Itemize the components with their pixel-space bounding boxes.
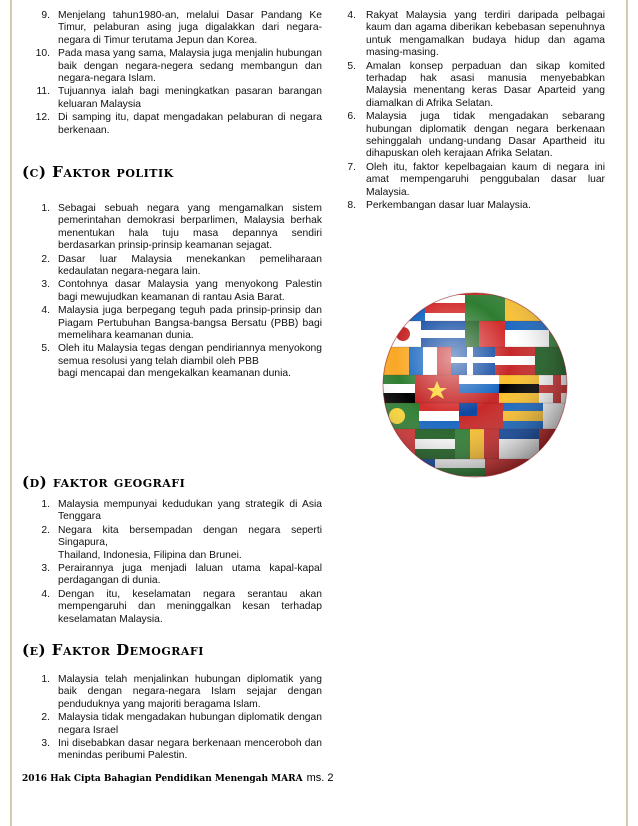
list-item: 4. Malaysia juga berpegang teguh pada prinsip-prinsip dan Piagam Pertubuhan Bangsa-bangsa Bersatu (PBB) bagi memelihara keamanan dunia.: [41, 305, 322, 342]
page-footer: [22, 772, 334, 784]
list-top: [22, 10, 322, 138]
page-frame-left: [10, 0, 12, 826]
list-item: 2. Negara kita bersempadan dengan negara seperti Singapura, Thailand, Indonesia, Filipina dan Brunei.: [41, 524, 322, 561]
list-item: 10. Pada masa yang sama, Malaysia juga menjalin hubungan baik dengan negara-negera sedang membangun dan negara-negara Islam.: [35, 48, 322, 85]
list-item: 7. Oleh itu, faktor kepelbagaian kaum di negara ini amat mempengaruhi penggubalan dasar luar Malaysia.: [347, 161, 605, 198]
list-right-column: [340, 10, 605, 214]
footer-copyright: 2016 Hak Cipta Bahagian Pendidikan Menengah MARA: [22, 774, 303, 784]
list-item: 3. Perairannya juga menjadi laluan utama kapal-kapal perdagangan di dunia.: [41, 563, 322, 587]
list-item: 11. Tujuannya ialah bagi meningkatkan pasaran barangan keluaran Malaysia: [36, 86, 322, 110]
list-item: 8. Perkembangan dasar luar Malaysia.: [347, 200, 531, 212]
list-item: 3. Contohnya dasar Malaysia yang menyokong Palestin bagi mewujudkan keamanan di rantau Asia Barat.: [41, 279, 322, 303]
list-item: 2. Dasar luar Malaysia menekankan pemeliharaan kedaulatan negara-negara lain.: [41, 253, 322, 278]
section-heading-demografi: (e) Faktor Demografi: [22, 641, 204, 659]
list-item: 4. Rakyat Malaysia yang terdiri daripada pelbagai kaum dan agama diberikan kebebasan sepenuhnya untuk mengamalkan budaya hidup dan agama masing-masing.: [347, 10, 605, 59]
list-demografi: [22, 674, 322, 764]
list-item: 3. Ini disebabkan dasar negara berkenaan menceroboh dan menindas peribumi Palestin.: [41, 738, 322, 762]
list-item: 1. Malaysia mempunyai kedudukan yang strategik di Asia Tenggara: [41, 499, 322, 523]
page-frame-right: [626, 0, 628, 826]
list-item: 4. Dengan itu, keselamatan negara serantau akan mempengaruhi dan meninggalkan kesan terhadap keselamatan Malaysia.: [41, 588, 322, 625]
section-heading-geografi: (d) faktor geografi: [22, 473, 186, 491]
list-item: 9. Menjelang tahun1980-an, melalui Dasar Pandang Ke Timur, pelaburan asing juga digalakkan dari negara-negara di Timur terutama Jepun dan Korea.: [41, 10, 322, 46]
list-politik: [22, 203, 322, 382]
flag-globe-image: [375, 285, 575, 485]
list-item: 1. Malaysia telah menjalinkan hubungan diplomatik yang baik dengan negara-negara Islam sejajar dengan penduduknya yang majoriti beragama Islam.: [41, 674, 322, 710]
list-item: 2. Malaysia tidak mengadakan hubungan diplomatik dengan negara Israel: [41, 712, 322, 736]
list-item: 5. Oleh itu Malaysia tegas dengan pendiriannya menyokong semua resolusi yang telah diambil oleh PBB bagi mencapai dan mengekalkan keamanan dunia.: [41, 343, 322, 380]
page-number: ms. 2: [306, 772, 334, 784]
list-geografi: [22, 499, 322, 627]
list-item: 5. Amalan konsep perpaduan dan sikap komited terhadap hak asasi manusia menyebabkan Malaysia menentang keras Dasar Aparteid yang diamalkan di Afrika Selatan.: [347, 60, 605, 109]
list-item: 6. Malaysia juga tidak mengadakan sebarang hubungan diplomatik dengan negara berkenaan sehinggalah undang-undang Dasar Apartheid itu dihapuskan oleh kerajaan Afrika Selatan.: [347, 111, 605, 160]
section-heading-politik: (c) Faktor politik: [22, 163, 174, 181]
list-item: 1. Sebagai sebuah negara yang mengamalkan sistem pemerintahan demokrasi berparlimen, Malaysia berhak menentukan hala tuju masa depannya sendiri berdasarkan prinsip-prinsip keamanan sejagat.: [41, 203, 322, 252]
list-item: 12. Di samping itu, dapat mengadakan pelaburan di negara berkenaan.: [35, 112, 322, 136]
